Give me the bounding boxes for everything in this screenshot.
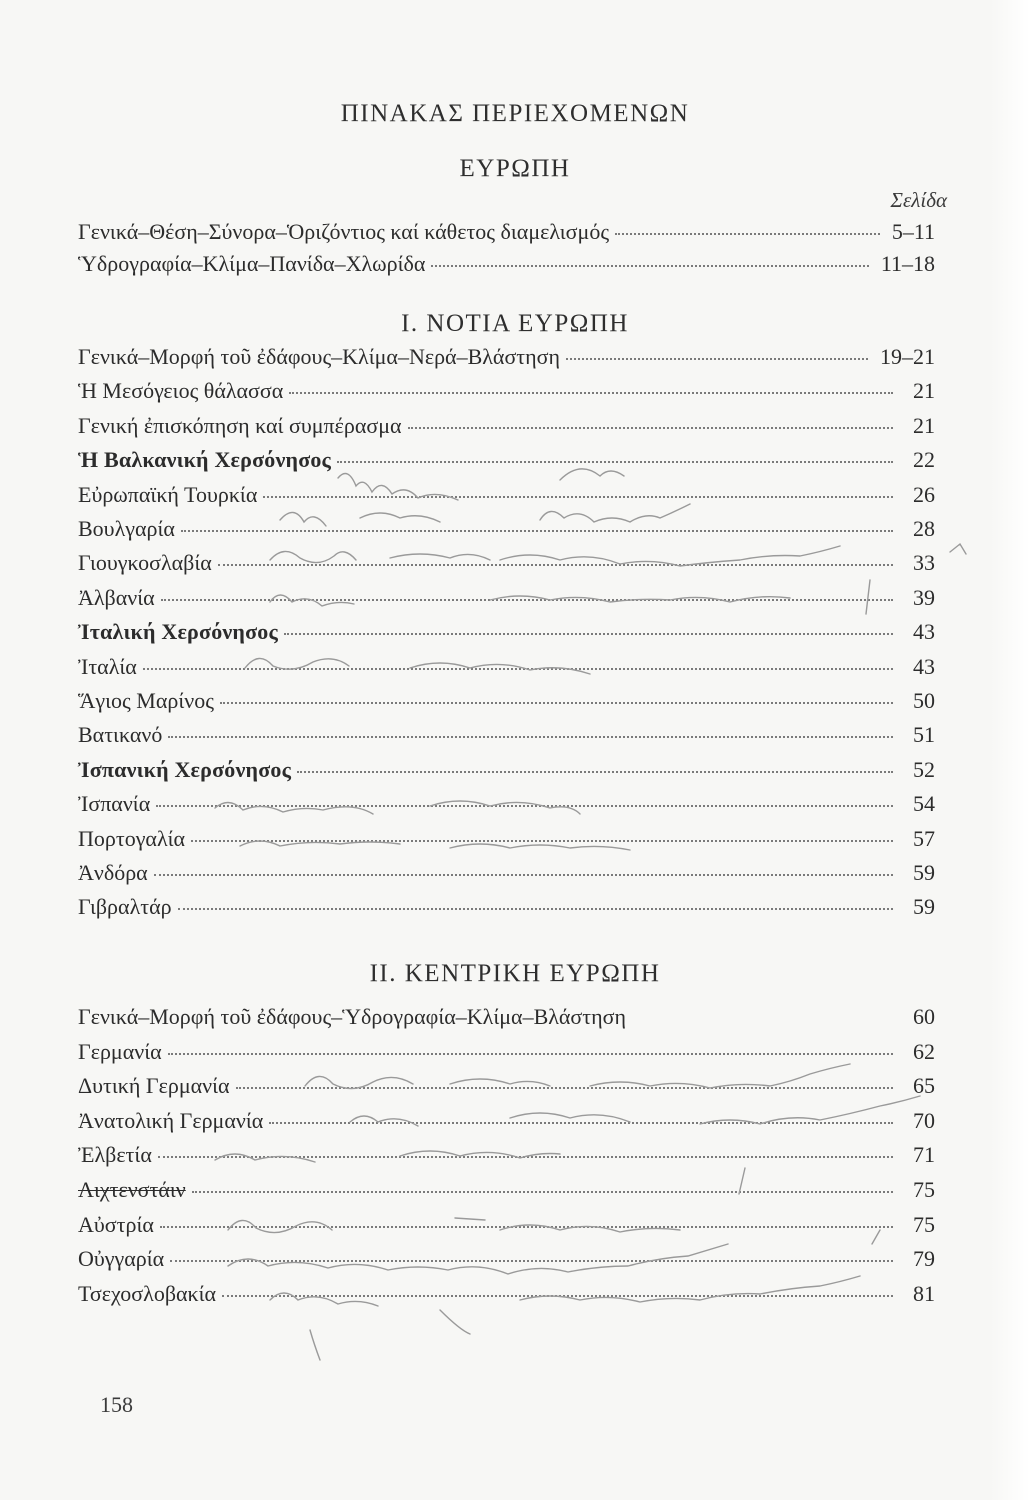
dot-leader <box>178 908 893 910</box>
dot-leader <box>156 805 893 807</box>
toc-row <box>78 654 935 686</box>
toc-entry-title: Βουλγαρία <box>78 516 175 541</box>
toc-entry-title: Ἀνατολική Γερμανία <box>78 1107 264 1133</box>
toc-entry-page: 21 <box>913 378 935 404</box>
toc-row <box>78 688 935 720</box>
toc-row <box>78 1177 935 1209</box>
toc-entry-title: Ἅγιος Μαρίνος <box>78 688 214 713</box>
page-number: 158 <box>100 1392 133 1417</box>
toc-entry-page: 75 <box>913 1211 935 1237</box>
toc-entry-page: 57 <box>913 825 935 851</box>
toc-entry-title: Γενικά–Μορφή τοῦ ἐδάφους–Ὑδρογραφία–Κλίμα–Βλάστηση <box>78 1004 627 1029</box>
toc-entry-title: Ἰταλία <box>78 653 137 679</box>
toc-entry-page: 5–11 <box>891 219 935 244</box>
toc-row <box>78 722 935 754</box>
toc-row <box>78 1073 935 1105</box>
toc-entry-title: Γερμανία <box>78 1038 162 1064</box>
toc-row <box>78 1108 935 1140</box>
dot-leader <box>154 874 893 876</box>
toc-entry-title: Πορτογαλία <box>78 825 186 851</box>
section-heading-south-europe: Ι. ΝΟΤΙΑ ΕΥΡΩΠΗ <box>401 310 629 337</box>
toc-entry-title: Ἰσπανική Χερσόνησος <box>78 756 292 782</box>
toc-row <box>78 482 935 514</box>
dot-leader <box>289 392 893 394</box>
toc-entry-page: 39 <box>913 584 935 610</box>
dot-leader <box>218 564 893 566</box>
dot-leader <box>143 668 893 670</box>
toc-entry-page: 79 <box>913 1246 935 1272</box>
toc-entry-title: Γιβραλτάρ <box>78 894 172 920</box>
toc-entry-page: 71 <box>913 1142 935 1168</box>
dot-leader <box>161 599 893 601</box>
toc-entry-page: 81 <box>913 1280 935 1306</box>
dot-leader <box>168 1053 893 1055</box>
dot-leader <box>160 1226 893 1228</box>
toc-entry-title: Ἐλβετία <box>78 1142 152 1168</box>
toc-entry-page: 59 <box>913 894 935 920</box>
toc-row <box>78 1004 935 1036</box>
toc-row <box>78 1212 935 1244</box>
dot-leader <box>431 265 868 267</box>
europe-heading: ΕΥΡΩΠΗ <box>459 155 571 182</box>
toc-entry-page: 21 <box>913 412 935 438</box>
toc-entry-title: Ἰσπανία <box>78 791 151 817</box>
toc-row <box>78 860 935 892</box>
toc-entry-title: Γενικά–Θέση–Σύνορα–Ὁριζόντιος καί κάθετος διαμελισμός <box>78 219 610 244</box>
toc-entry-page: 28 <box>913 516 935 541</box>
dot-leader <box>297 771 893 773</box>
toc-entry-page: 70 <box>913 1107 935 1133</box>
toc-row <box>78 1039 935 1071</box>
dot-leader <box>236 1087 893 1089</box>
dot-leader <box>284 633 893 635</box>
toc-row <box>78 516 935 548</box>
toc-entry-title: Ἡ Μεσόγειος θάλασσα <box>78 378 284 404</box>
toc-row <box>78 791 935 823</box>
toc-row <box>78 251 935 283</box>
toc-entry-title: Εὐρωπαϊκή Τουρκία <box>78 481 258 507</box>
toc-row <box>78 619 935 651</box>
toc-entry-title: Γενικά–Μορφή τοῦ ἐδάφους–Κλίμα–Νερά–Βλάστηση <box>78 344 561 369</box>
toc-entry-page: 11–18 <box>880 251 935 276</box>
toc-entry-page: 19–21 <box>880 344 935 369</box>
toc-entry-page: 62 <box>913 1038 935 1064</box>
page-column-label: Σελίδα <box>890 188 947 212</box>
toc-row <box>78 826 935 858</box>
toc-entry-page: 75 <box>913 1177 935 1202</box>
dot-leader <box>566 358 868 360</box>
toc-entry-title: Ὑδρογραφία–Κλίμα–Πανίδα–Χλωρίδα <box>78 251 426 276</box>
dot-leader <box>337 461 893 463</box>
toc-entry-title: Ἀλβανία <box>78 584 155 610</box>
dot-leader <box>170 1260 893 1262</box>
toc-entry-title: Γενική ἐπισκόπηση καί συμπέρασμα <box>78 412 402 438</box>
toc-row <box>78 1246 935 1278</box>
toc-entry-title: Τσεχοσλοβακία <box>78 1280 217 1306</box>
toc-entry-title: Ἀνδόρα <box>78 860 148 885</box>
toc-row <box>78 894 935 926</box>
toc-entry-page: 43 <box>913 619 935 645</box>
toc-entry-title: Βατικανό <box>78 722 163 748</box>
toc-row <box>78 219 935 251</box>
toc-entry-title: Ἰταλική Χερσόνησος <box>78 619 278 645</box>
toc-entry-page: 43 <box>913 653 935 679</box>
toc-row <box>78 757 935 789</box>
dot-leader <box>168 736 893 738</box>
toc-entry-page: 51 <box>913 722 935 748</box>
dot-leader <box>191 840 893 842</box>
toc-entry-title: Δυτική Γερμανία <box>78 1073 230 1099</box>
toc-entry-page: 59 <box>913 860 935 885</box>
dot-leader <box>192 1191 893 1193</box>
toc-row <box>78 585 935 617</box>
dot-leader <box>220 702 893 704</box>
dot-leader <box>615 233 880 235</box>
toc-entry-page: 65 <box>913 1073 935 1099</box>
toc-entry-page: 50 <box>913 688 935 713</box>
toc-row <box>78 413 935 445</box>
page-edge-shade <box>990 0 1030 1500</box>
toc-row <box>78 1281 935 1313</box>
toc-entry-title: Οὐγγαρία <box>78 1246 165 1272</box>
toc-entry-page: 60 <box>913 1004 935 1029</box>
section-heading-central-europe: ΙΙ. ΚΕΝΤΡΙΚΗ ΕΥΡΩΠΗ <box>369 960 661 987</box>
toc-entry-page: 54 <box>913 791 935 817</box>
toc-row <box>78 378 935 410</box>
toc-entry-page: 22 <box>913 447 935 473</box>
toc-row <box>78 344 935 376</box>
toc-entry-title: Αὐστρία <box>78 1211 154 1237</box>
dot-leader <box>222 1295 893 1297</box>
toc-entry-page: 33 <box>913 550 935 576</box>
toc-entry-page: 26 <box>913 481 935 507</box>
toc-entry-title: Γιουγκοσλαβία <box>78 550 212 576</box>
toc-row <box>78 550 935 582</box>
dot-leader <box>269 1122 893 1124</box>
toc-row <box>78 447 935 479</box>
toc-row <box>78 1142 935 1174</box>
dot-leader <box>263 496 893 498</box>
dot-leader <box>408 427 893 429</box>
dot-leader <box>181 530 893 532</box>
toc-heading: ΠΙΝΑΚΑΣ ΠΕΡΙΕΧΟΜΕΝΩΝ <box>340 100 690 127</box>
toc-entry-title: Ἡ Βαλκανική Χερσόνησος <box>78 447 332 473</box>
toc-entry-title: Λιχτενστάιν <box>78 1177 186 1202</box>
dot-leader <box>158 1156 893 1158</box>
toc-entry-page: 52 <box>913 756 935 782</box>
